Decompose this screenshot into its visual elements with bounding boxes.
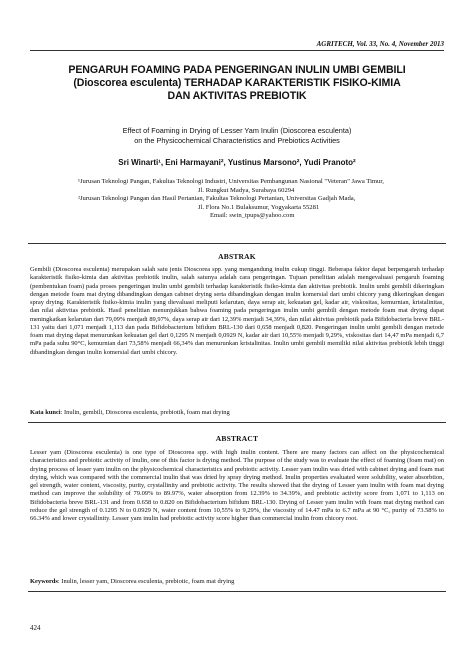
abstrak-top-rule [28, 243, 446, 244]
keywords-text-en: : Inulin, lesser yam, Dioscorea esculenta, prebiotic, foam mat drying [57, 578, 235, 585]
keywords-text: : Inulin, gembili, Dioscorea esculenta, prebiotik, foam mat drying [60, 409, 230, 416]
abstrak-keywords [30, 409, 444, 416]
affiliation-1-address: Jl. Rungkut Madya, Surabaya 60294 [198, 186, 295, 194]
affiliation-1: ¹Jurusan Teknologi Pangan, Fakultas Teknologi Industri, Universitas Pembangunan Nasional "Veteran" Jawa Timur, [78, 178, 384, 185]
affiliation-2: ²Jurusan Teknologi Pangan dan Hasil Pertanian, Fakultas Teknologi Pertanian, Universitas Gadjah Mada, [78, 195, 356, 203]
author-list: Sri Winarti¹, Eni Harmayani², Yustinus Marsono², Yudi Pranoto² [118, 158, 356, 167]
title-line-3: DAN AKTIVITAS PREBIOTIK [167, 90, 307, 102]
abstract-body: Lesser yam (Dioscorea esculenta) is one type of Dioscorea spp. with high inulin content. There are many factors can affect on the physicochemical characteristics and prebiotic activity of inulin, one of this factor is drying method. The purpose of the study was to evaluate the effect of foaming (foam mat) on drying process of lesser yam inulin on the physicochemical characteristics and prebiotic activity. Lesser yam inulin was dried with cabinet drying and foam mat drying, which was compared with the commercial inulin that was dried by spray drying method. Inulin properties evaluated were solubility, water absorbtion, gel strength, water content, viscosity, purity, crystallinity and prebiotic activity. The results showed that the drying of Lesser yam inulin with foam mat drying method can improve the solubility of 79.09% to 89.97%, water absorption from 12.39% to 34.39%, and prebiotic activity score from 1,071 to 1,113 on Bifidobacteria breve BRL-131 and from 0.658 to 0.820 on Bifidobacterium bifidum BRL-130. Drying of Lesser yam inulin with foam mat drying method can reduce the gel strength of 0.1295 N to 0.0929 N, water content from 10,55% to 9,29%, the viscosity of 14.47 mPa to 6.7 mPa at 90 °C, purity of 73.58% to 66.34% and lower crystallinity. Lesser yam inulin had prebiotic activity score higher than commercial inulin from chicory root. [30, 449, 444, 522]
abstract-heading: ABSTRACT [215, 434, 259, 443]
page-number: 424 [30, 624, 41, 632]
keywords-label-en: Keywords [30, 578, 58, 585]
abstrak-body: Gembili (Dioscorea esculenta) merupakan salah satu jenis Dioscorea spp. yang mengandung inulin cukup tinggi. Beberapa faktor dapat berpengaruh terhadap karakteristik fisiko-kimia dan aktivitas prebiotik inulin, salah satunya adalah cara pengeringan. Tujuan penelitian adalah mengevaluasi pengaruh foaming (pembentukan foam) pada proses pengeringan inulin umbi gembili terhadap karakteristik fisiko-kimia dan aktivitas prebiotik. Inulin umbi gembili dikeringkan dengan metode foam mat drying dibandingkan dengan cabinet drying serta dibandingkan dengan inulin komersial dari umbi chicory yang dikeringkan dengan spray drying. Karakteristik fisiko-kimia inulin yang dievaluasi meliputi kelarutan, daya serap air, kekuatan gel, kadar air, viskositas, kemurnian, kristalinitas, dan nilai aktivitas prebiotik. Hasil penelitian menunjukkan bahwa foaming pada pengeringan inulin umbi gembili dengan metode foam mat drying dapat meningkatkan kelarutan dari 79,09% menjadi 89,97%, daya serap air dari 12,39% menjadi 34,39%, dan nilai aktivitas prebiotik pada Bifidobacteria breve BRL-131 yaitu dari 1,071 menjadi 1,113 dan pada Bifidobacterium bifidum BRL-130 dari 0,658 menjadi 0,820. Pengeringan inulin umbi gembili dengan metode foam mat drying dapat menurunkan kekuatan gel dari 0,1295 N menjadi 0,0929 N, kadar air dari 10,55% menjadi 9,29%, viskositas dari 14,47 mPa menjadi 6,7 mPa pada suhu 90°C, kemurnian dari 73,58% menjadi 66,34% dan menurunkan kristalinitas. Inulin umbi gembili memiliki nilai aktivitas prebiotik lebih tinggi dibandingkan dengan inulin komersial dari umbi chicory. [30, 266, 444, 356]
abstract-keywords [30, 578, 444, 585]
contact-email: Email: swin_tpups@yahoo.com [210, 212, 295, 220]
abstrak-bottom-rule [28, 422, 446, 423]
header-rule [30, 50, 444, 51]
paper-subtitle [48, 126, 426, 145]
journal-header: AGRITECH, Vol. 33, No. 4, November 2013 [316, 40, 444, 48]
keywords-label: Kata kunci [30, 409, 61, 416]
abstract-bottom-rule [28, 591, 446, 592]
affiliation-2-address: Jl. Flora No.1 Bulaksumur, Yogyakarta 55281 [198, 203, 320, 211]
title-line-1: PENGARUH FOAMING PADA PENGERINGAN INULIN UMBI GEMBILI [68, 64, 406, 76]
subtitle-line-1: Effect of Foaming in Drying of Lesser Yam Inulin (Dioscorea esculenta) [122, 126, 352, 135]
title-line-2: (Dioscorea esculenta) TERHADAP KARAKTERISTIK FISIKO-KIMIA [73, 77, 401, 89]
subtitle-line-2: on the Physicochemical Characteristics and Prebiotics Activities [134, 135, 340, 145]
abstrak-heading: ABSTRAK [218, 252, 256, 261]
paper-title [40, 64, 434, 103]
affiliations [78, 178, 434, 221]
